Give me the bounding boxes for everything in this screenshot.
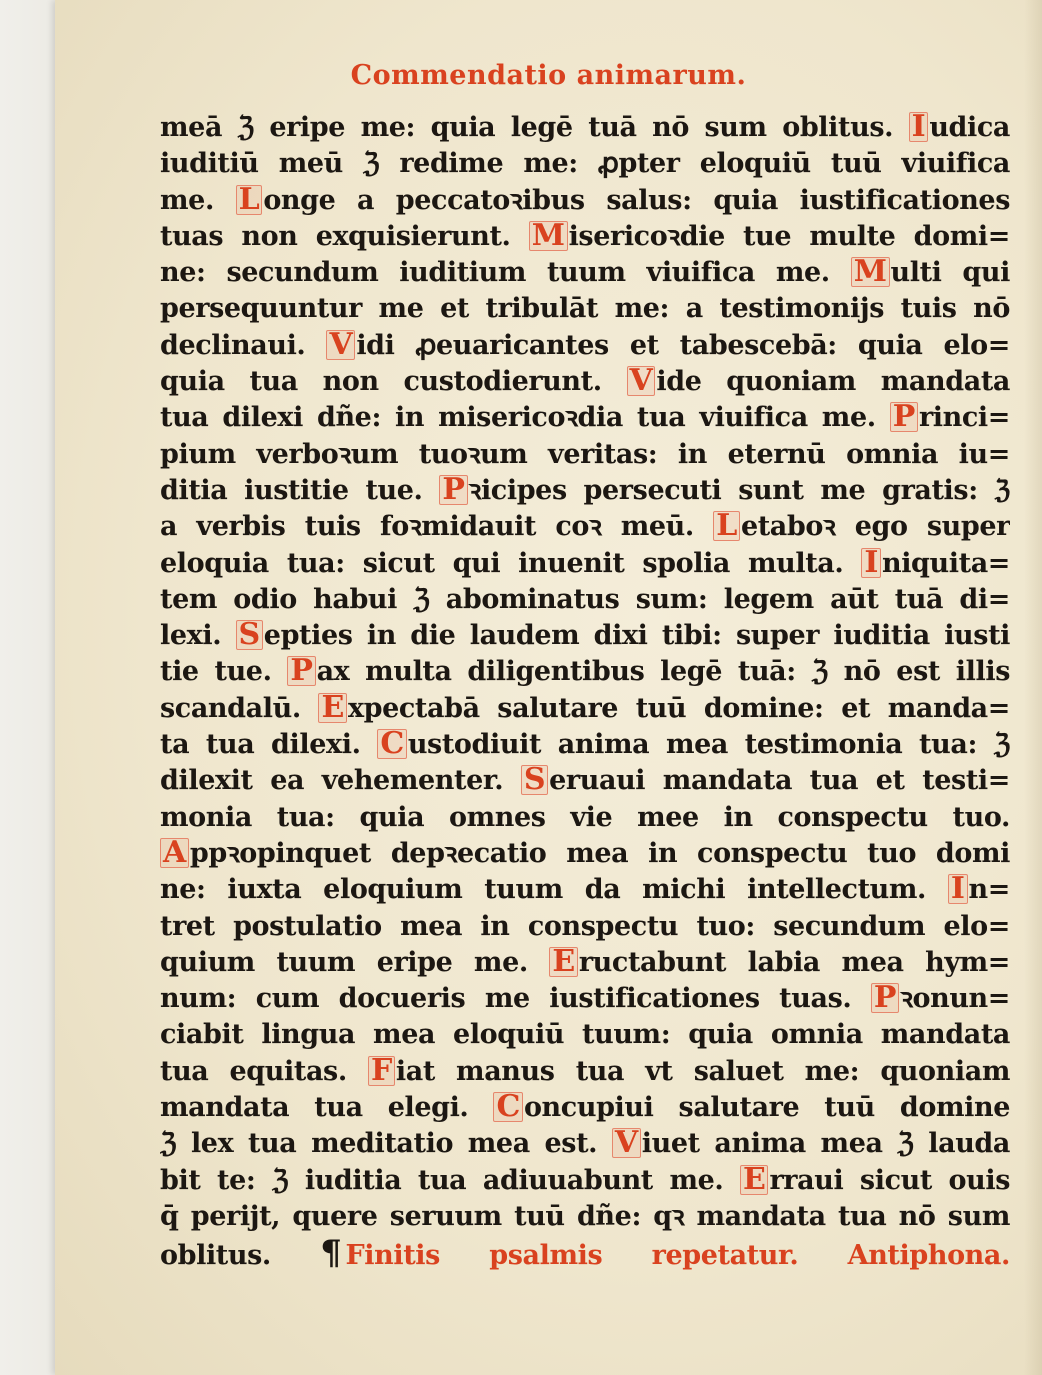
text-line	[160, 364, 1010, 400]
line-text: ustodiuit anima mea testimonia tua: ℨ	[407, 729, 1010, 761]
line-text: rinci=	[918, 402, 1010, 434]
text-line	[160, 1199, 1010, 1235]
line-text: rraui sicut ouis	[769, 1164, 1010, 1196]
line-text: ciabit lingua mea eloquiū tuum: quia omnia mandata	[160, 1019, 1010, 1051]
line-text: oncupiui salutare tuū domine	[523, 1092, 1010, 1124]
line-text: tie tue.	[160, 656, 272, 688]
line-text: monia tua: quia omnes vie mee in conspectu tuo.	[160, 801, 1010, 833]
rubricated-initial: M	[529, 221, 568, 251]
rubricated-initial: E	[318, 693, 346, 723]
text-line	[160, 836, 1010, 872]
rubricated-initial: P	[890, 402, 918, 432]
rubric-text: Finitis psalmis repetatur. Antiphona.	[345, 1240, 1010, 1272]
line-text: mandata tua elegi.	[160, 1092, 469, 1124]
line-text: tret postulatio mea in conspectu tuo: secundum elo=	[160, 910, 1010, 942]
rubricated-initial: M	[851, 257, 890, 287]
line-text: a verbis tuis foꝛmidauit coꝛ meū.	[160, 511, 694, 543]
line-text: onge a peccatoꝛibus salus: quia iustificationes	[263, 184, 1010, 216]
text-line	[160, 183, 1010, 219]
text-line	[160, 509, 1010, 545]
line-text: eruaui mandata tua et testi=	[549, 765, 1010, 797]
text-line	[160, 1054, 1010, 1090]
line-text: udica	[929, 112, 1010, 143]
line-text: oblitus.	[160, 1240, 271, 1272]
line-text: declinaui.	[160, 329, 306, 361]
line-text: ditia iustitie tue.	[160, 474, 423, 506]
line-text: tem odio habui ℨ abominatus sum: legem aūt tuā di=	[160, 583, 1010, 615]
rubricated-initial: L	[236, 185, 263, 215]
line-text: ne: iuxta eloquium tuum da michi intellectum.	[160, 874, 927, 906]
text-line	[160, 618, 1010, 654]
rubricated-initial: C	[493, 1092, 522, 1122]
rubricated-initial: A	[160, 838, 189, 868]
line-text: pium verboꝛum tuoꝛum veritas: in eternū omnia iu=	[160, 438, 1010, 470]
line-text: num: cum docueris me iustificationes tuas.	[160, 983, 852, 1015]
rubricated-initial: S	[521, 765, 548, 795]
rubricated-initial: C	[377, 729, 406, 759]
rubricated-initial: I	[948, 874, 968, 904]
running-header: Commendatio animarum.	[350, 60, 747, 91]
text-line	[160, 473, 1010, 509]
text-line	[160, 654, 1010, 690]
text-line	[160, 945, 1010, 981]
line-text: iuditiū meū ℨ redime me: ꝓpter eloquiū tuū viuifica	[160, 148, 1010, 180]
line-text: xpectabā salutare tuū domine: et manda=	[347, 692, 1010, 724]
page-edge-shadow	[1024, 0, 1042, 1375]
rubricated-initial: I	[909, 112, 929, 142]
rubricated-initial: F	[368, 1056, 395, 1086]
line-text: etaboꝛ ego super	[740, 511, 1010, 543]
line-text: ax multa diligentibus legē tuā: ℨ nō est illis	[316, 656, 1010, 688]
rubricated-initial: E	[549, 947, 577, 977]
text-line	[160, 909, 1010, 945]
rubricated-initial: E	[740, 1165, 768, 1195]
line-text: idi ꝓeuaricantes et tabescebā: quia elo=	[356, 329, 1010, 361]
line-text: ulti qui	[890, 257, 1010, 289]
line-text: ppꝛopinquet depꝛecatio mea in conspectu tuo domi	[189, 837, 1010, 869]
text-line	[160, 872, 1010, 908]
text-line	[160, 1017, 1010, 1053]
line-text: ne: secundum iuditium tuum viuifica me.	[160, 257, 830, 289]
line-text: ꝛonun=	[900, 983, 1010, 1015]
text-line	[160, 582, 1010, 618]
text-line	[160, 763, 1010, 799]
line-text: ide quoniam mandata	[656, 366, 1010, 398]
rubricated-initial: I	[861, 548, 881, 578]
text-line	[160, 981, 1010, 1017]
rubricated-initial: V	[627, 366, 656, 396]
rubricated-initial: P	[439, 475, 467, 505]
rubricated-initial: P	[287, 656, 315, 686]
line-text: ta tua dilexi.	[160, 729, 361, 761]
line-text: ructabunt labia mea hym=	[578, 946, 1010, 978]
line-text: tuas non exquisierunt.	[160, 220, 511, 252]
line-text: iat manus tua vt saluet me: quoniam	[395, 1055, 1010, 1087]
line-text: eloquia tua: sicut qui inuenit spolia multa.	[160, 547, 844, 579]
text-line	[160, 255, 1010, 291]
line-text: lexi.	[160, 620, 222, 652]
line-text: tua dilexi dñe: in misericoꝛdia tua viuifica me.	[160, 402, 876, 434]
text-line	[160, 1126, 1010, 1162]
line-text: persequuntur me et tribulāt me: a testimonijs tuis nō	[160, 293, 1010, 325]
line-text: epties in die laudem dixi tibi: super iuditia iusti	[263, 620, 1010, 652]
page-text-block	[160, 110, 1010, 1272]
line-text: bit te: ℨ iuditia tua adiuuabunt me.	[160, 1164, 724, 1196]
text-line	[160, 437, 1010, 473]
line-text: ℨ lex tua meditatio mea est.	[160, 1128, 598, 1160]
text-line	[160, 400, 1010, 436]
text-line	[160, 328, 1010, 364]
text-line	[160, 1163, 1010, 1199]
rubricated-initial: V	[326, 330, 355, 360]
book-page	[55, 0, 1042, 1375]
text-line	[160, 110, 1010, 146]
line-text: scandalū.	[160, 692, 301, 724]
line-text: n=	[968, 874, 1010, 906]
text-line	[160, 691, 1010, 727]
text-line	[160, 146, 1010, 182]
rubricated-initial: L	[713, 511, 740, 541]
text-line	[160, 1090, 1010, 1126]
line-text: ꝛicipes persecuti sunt me gratis: ℨ	[468, 474, 1010, 506]
line-text: meā ℨ eripe me: quia legē tuā nō sum oblitus.	[160, 112, 894, 143]
pilcrow-mark: ¶	[320, 1235, 342, 1272]
line-text: quium tuum eripe me.	[160, 946, 528, 978]
line-text: niquita=	[881, 547, 1010, 579]
line-text: isericoꝛdie tue multe domi=	[568, 220, 1010, 252]
text-line	[160, 1235, 1010, 1271]
text-line	[160, 291, 1010, 327]
line-text: dilexit ea vehementer.	[160, 765, 504, 797]
line-text: me.	[160, 184, 214, 216]
text-line	[160, 219, 1010, 255]
rubricated-initial: V	[612, 1128, 641, 1158]
text-line	[160, 800, 1010, 836]
text-line	[160, 727, 1010, 763]
line-text: tua equitas.	[160, 1055, 347, 1087]
line-text: q̄ perijt, quere seruum tuū dñe: qꝛ mandata tua nō sum	[160, 1200, 1010, 1232]
rubricated-initial: P	[871, 983, 899, 1013]
rubricated-initial: S	[236, 620, 263, 650]
line-text: iuet anima mea ℨ lauda	[641, 1128, 1010, 1160]
line-text: quia tua non custodierunt.	[160, 366, 602, 398]
text-line	[160, 546, 1010, 582]
